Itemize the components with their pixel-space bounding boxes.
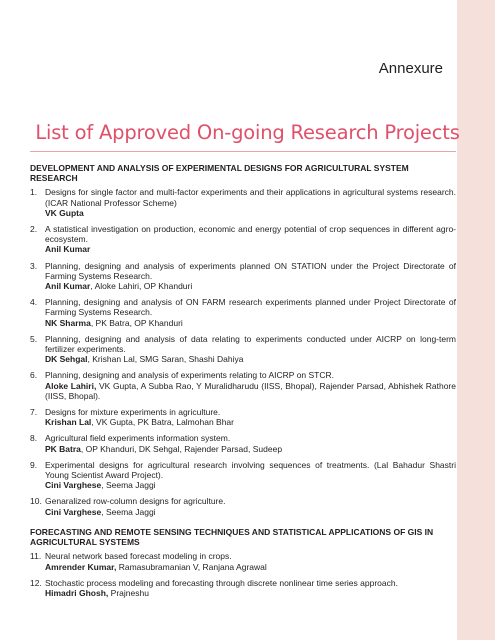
list-item [30, 460, 456, 491]
list-item [30, 433, 456, 453]
project-authors [45, 354, 456, 364]
project-title: Planning, designing and analysis of data relating to experiments conducted under AICRP on long-term fertilizer experiments. [45, 333, 456, 355]
lead-author: Anil Kumar [45, 281, 91, 292]
item-number: 12. [30, 577, 42, 588]
section-heading: FORECASTING AND REMOTE SENSING TECHNIQUES AND STATISTICAL APPLICATIONS OF GIS IN AGRICULTURAL SYSTEMS [30, 526, 434, 548]
title-divider [30, 151, 456, 152]
item-number: 1. [30, 187, 38, 198]
item-body [45, 433, 456, 453]
co-authors: Ramasubramanian V, Ranjana Agrawal [116, 561, 267, 572]
lead-author: Cini Varghese [45, 480, 102, 491]
list-item [30, 187, 456, 218]
item-number: 2. [30, 224, 38, 235]
project-title: Planning, designing and analysis of experiments planned ON STATION under the Project Directorate of Farming Systems Research. [45, 260, 456, 281]
item-number: 5. [30, 333, 38, 344]
lead-author: Aloke Lahiri, [45, 380, 99, 391]
project-authors [45, 381, 456, 401]
list-item [30, 224, 456, 255]
lead-author: Cini Varghese [45, 506, 102, 517]
lead-author: Amrender Kumar, [45, 561, 117, 572]
lead-author: Krishan Lal [45, 417, 92, 428]
project-title: Genaralized row-column designs for agriculture. [45, 496, 226, 507]
item-body [45, 224, 456, 255]
list-item [30, 496, 456, 516]
co-authors: , Aloke Lahiri, OP Khanduri [90, 281, 193, 292]
item-body [45, 261, 456, 292]
item-body [45, 187, 456, 218]
project-title: Stochastic process modeling and forecasting through discrete nonlinear time series approach. [45, 577, 398, 588]
project-title: Designs for single factor and multi-factor experiments and their applications in agricultural systems research. (ICAR National Professor Scheme) [45, 187, 456, 208]
section-forecasting [30, 527, 456, 598]
project-authors [45, 208, 456, 218]
section-heading: DEVELOPMENT AND ANALYSIS OF EXPERIMENTAL DESIGNS FOR AGRICULTURAL SYSTEM RESEARCH [30, 163, 409, 184]
co-authors: , Krishan Lal, SMG Saran, Shashi Dahiya [87, 354, 244, 365]
co-authors: , Seema Jaggi [101, 480, 156, 491]
co-authors: , OP Khanduri, DK Sehgal, Rajender Parsad, Sudeep [80, 443, 283, 454]
lead-author: Himadri Ghosh, [45, 587, 109, 598]
page-title: List of Approved On-going Research Projects [35, 121, 460, 144]
item-number: 10. [30, 496, 42, 507]
list-item [30, 334, 456, 365]
project-title: Planning, designing and analysis of ON FARM research experiments planned under Project Directorate of Farming Systems Research. [45, 297, 456, 318]
project-title: Agricultural field experiments information system. [45, 433, 231, 444]
list-item [30, 261, 456, 292]
project-items [30, 551, 456, 598]
item-body [45, 496, 456, 516]
project-authors [45, 417, 456, 427]
list-item [30, 297, 456, 328]
item-body [45, 334, 456, 365]
project-title: Experimental designs for agricultural research involving sequences of treatments. (Lal Bahadur Shastri Young Scientist Award Project). [45, 459, 456, 481]
project-authors [45, 244, 456, 254]
list-item [30, 578, 456, 598]
side-margin-band [457, 0, 495, 640]
annexure-label: Annexure [378, 60, 443, 77]
item-body [45, 407, 456, 427]
project-authors [45, 588, 456, 598]
item-number: 6. [30, 370, 38, 381]
co-authors: , PK Batra, OP Khanduri [90, 317, 183, 328]
item-body [45, 460, 456, 491]
lead-author: VK Gupta [45, 207, 84, 218]
co-authors: VK Gupta, A Subba Rao, Y Muralidharudu (IISS, Bhopal), Rajender Parsad, Abhishek Rathore (IISS, Bhopal). [45, 380, 456, 401]
list-item [30, 370, 456, 401]
lead-author: DK Sehgal [45, 354, 88, 365]
section-experimental-designs [30, 163, 456, 517]
list-item [30, 551, 456, 571]
list-item [30, 407, 456, 427]
project-title: A statistical investigation on production, economic and energy potential of crop sequences in different agro-ecosystem. [45, 224, 456, 245]
lead-author: Anil Kumar [45, 244, 91, 255]
project-authors [45, 562, 456, 572]
project-authors [45, 507, 456, 517]
item-body [45, 551, 456, 571]
item-number: 8. [30, 433, 38, 444]
project-authors [45, 480, 456, 490]
item-body [45, 370, 456, 401]
lead-author: PK Batra [45, 443, 81, 454]
lead-author: NK Sharma [45, 317, 91, 328]
item-number: 9. [30, 459, 38, 470]
project-title: Planning, designing and analysis of experiments relating to AICRP on STCR. [45, 370, 335, 381]
project-title: Designs for mixture experiments in agriculture. [45, 407, 221, 418]
project-list [30, 163, 456, 604]
co-authors: , Seema Jaggi [101, 506, 156, 517]
co-authors: , VK Gupta, PK Batra, Lalmohan Bhar [91, 417, 234, 428]
item-number: 7. [30, 407, 38, 418]
project-authors [45, 281, 456, 291]
project-items [30, 187, 456, 516]
project-authors [45, 444, 456, 454]
item-number: 3. [30, 260, 38, 271]
item-body [45, 297, 456, 328]
co-authors: Prajneshu [108, 587, 149, 598]
item-number: 4. [30, 297, 38, 308]
project-title: Neural network based forecast modeling in crops. [45, 551, 232, 562]
project-authors [45, 318, 456, 328]
item-number: 11. [30, 551, 42, 562]
item-body [45, 578, 456, 598]
